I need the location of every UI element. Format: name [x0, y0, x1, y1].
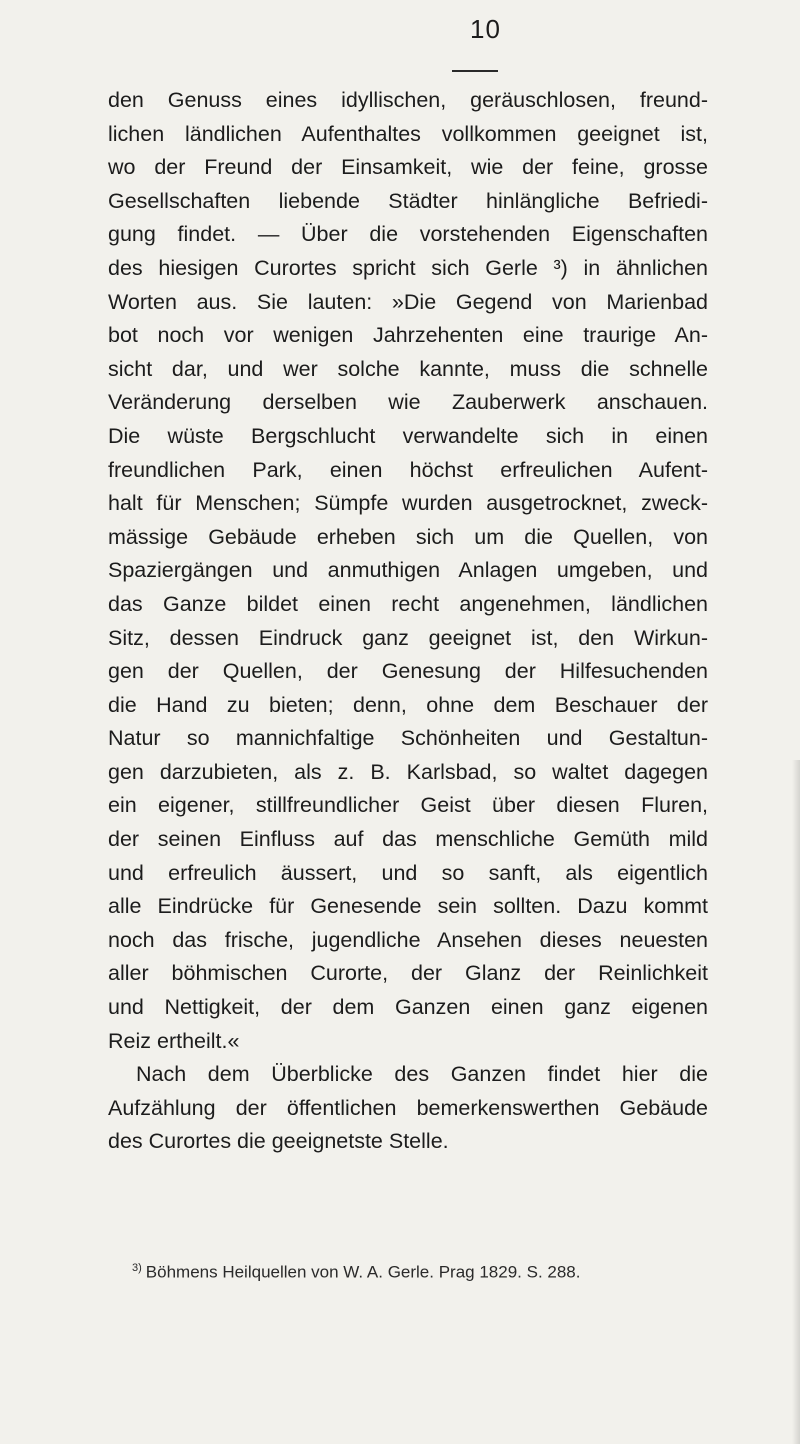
text-line: Natur so mannichfaltige Schönheiten und Gestaltun-: [108, 726, 708, 751]
footnote-mark: 3): [132, 1262, 142, 1274]
page-number: 10: [470, 14, 501, 44]
text-line: der seinen Einfluss auf das menschliche Gemüth mild: [108, 827, 708, 852]
text-line: Sitz, dessen Eindruck ganz geeignet ist, den Wirkun-: [108, 625, 708, 650]
text-line: mässige Gebäude erheben sich um die Quellen, von: [108, 524, 708, 549]
text-line: gung findet. — Über die vorstehenden Eigenschaften: [108, 222, 708, 247]
text-line: den Genuss eines idyllischen, geräuschlosen, freund-: [108, 88, 708, 112]
text-line: alle Eindrücke für Genesende sein sollten. Dazu kommt: [108, 894, 708, 919]
text-line: Nach dem Überblicke des Ganzen findet hier die: [136, 1062, 708, 1087]
text-line: sicht dar, und wer solche kannte, muss die schnelle: [108, 356, 708, 381]
text-line: Spaziergängen und anmuthigen Anlagen umgeben, und: [108, 558, 708, 583]
text-line: bot noch vor wenigen Jahrzehenten eine traurige An-: [108, 323, 708, 348]
footnote: [132, 1262, 712, 1283]
text-line: Reiz ertheilt.«: [108, 1028, 240, 1053]
text-line: ein eigener, stillfreundlicher Geist über diesen Fluren,: [108, 793, 708, 818]
text-line: des Curortes die geeignetste Stelle.: [108, 1129, 449, 1154]
text-line: noch das frische, jugendliche Ansehen dieses neuesten: [108, 927, 708, 952]
text-line: Worten aus. Sie lauten: »Die Gegend von Marienbad: [108, 289, 708, 314]
page-edge-shadow: [792, 760, 800, 1444]
text-line: die Hand zu bieten; denn, ohne dem Beschauer der: [108, 692, 708, 717]
body-text: [108, 84, 708, 1159]
text-line: des hiesigen Curortes spricht sich Gerle ³) in ähnlichen: [108, 255, 708, 280]
text-line: Die wüste Bergschlucht verwandelte sich in einen: [108, 423, 708, 448]
text-line: das Ganze bildet einen recht angenehmen, ländlichen: [108, 591, 708, 616]
header-rule: [452, 70, 498, 72]
text-line: und Nettigkeit, der dem Ganzen einen ganz eigenen: [108, 995, 708, 1020]
text-line: lichen ländlichen Aufenthaltes vollkommen geeignet ist,: [108, 121, 708, 146]
text-line: und erfreulich äussert, und so sanft, als eigentlich: [108, 860, 708, 885]
text-line: freundlichen Park, einen höchst erfreulichen Aufent-: [108, 457, 708, 482]
text-line: halt für Menschen; Sümpfe wurden ausgetrocknet, zweck-: [108, 491, 708, 516]
text-line: gen der Quellen, der Genesung der Hilfesuchenden: [108, 659, 708, 684]
text-line: Gesellschaften liebende Städter hinlängliche Befriedi-: [108, 188, 708, 213]
text-line: gen darzubieten, als z. B. Karlsbad, so waltet dagegen: [108, 759, 708, 784]
text-line: Aufzählung der öffentlichen bemerkenswerthen Gebäude: [108, 1095, 708, 1120]
text-line: Veränderung derselben wie Zauberwerk anschauen.: [108, 390, 708, 415]
footnote-text: Böhmens Heilquellen von W. A. Gerle. Prag 1829. S. 288.: [145, 1262, 581, 1282]
text-line: aller böhmischen Curorte, der Glanz der Reinlichkeit: [108, 961, 708, 986]
text-line: wo der Freund der Einsamkeit, wie der feine, grosse: [108, 155, 708, 180]
